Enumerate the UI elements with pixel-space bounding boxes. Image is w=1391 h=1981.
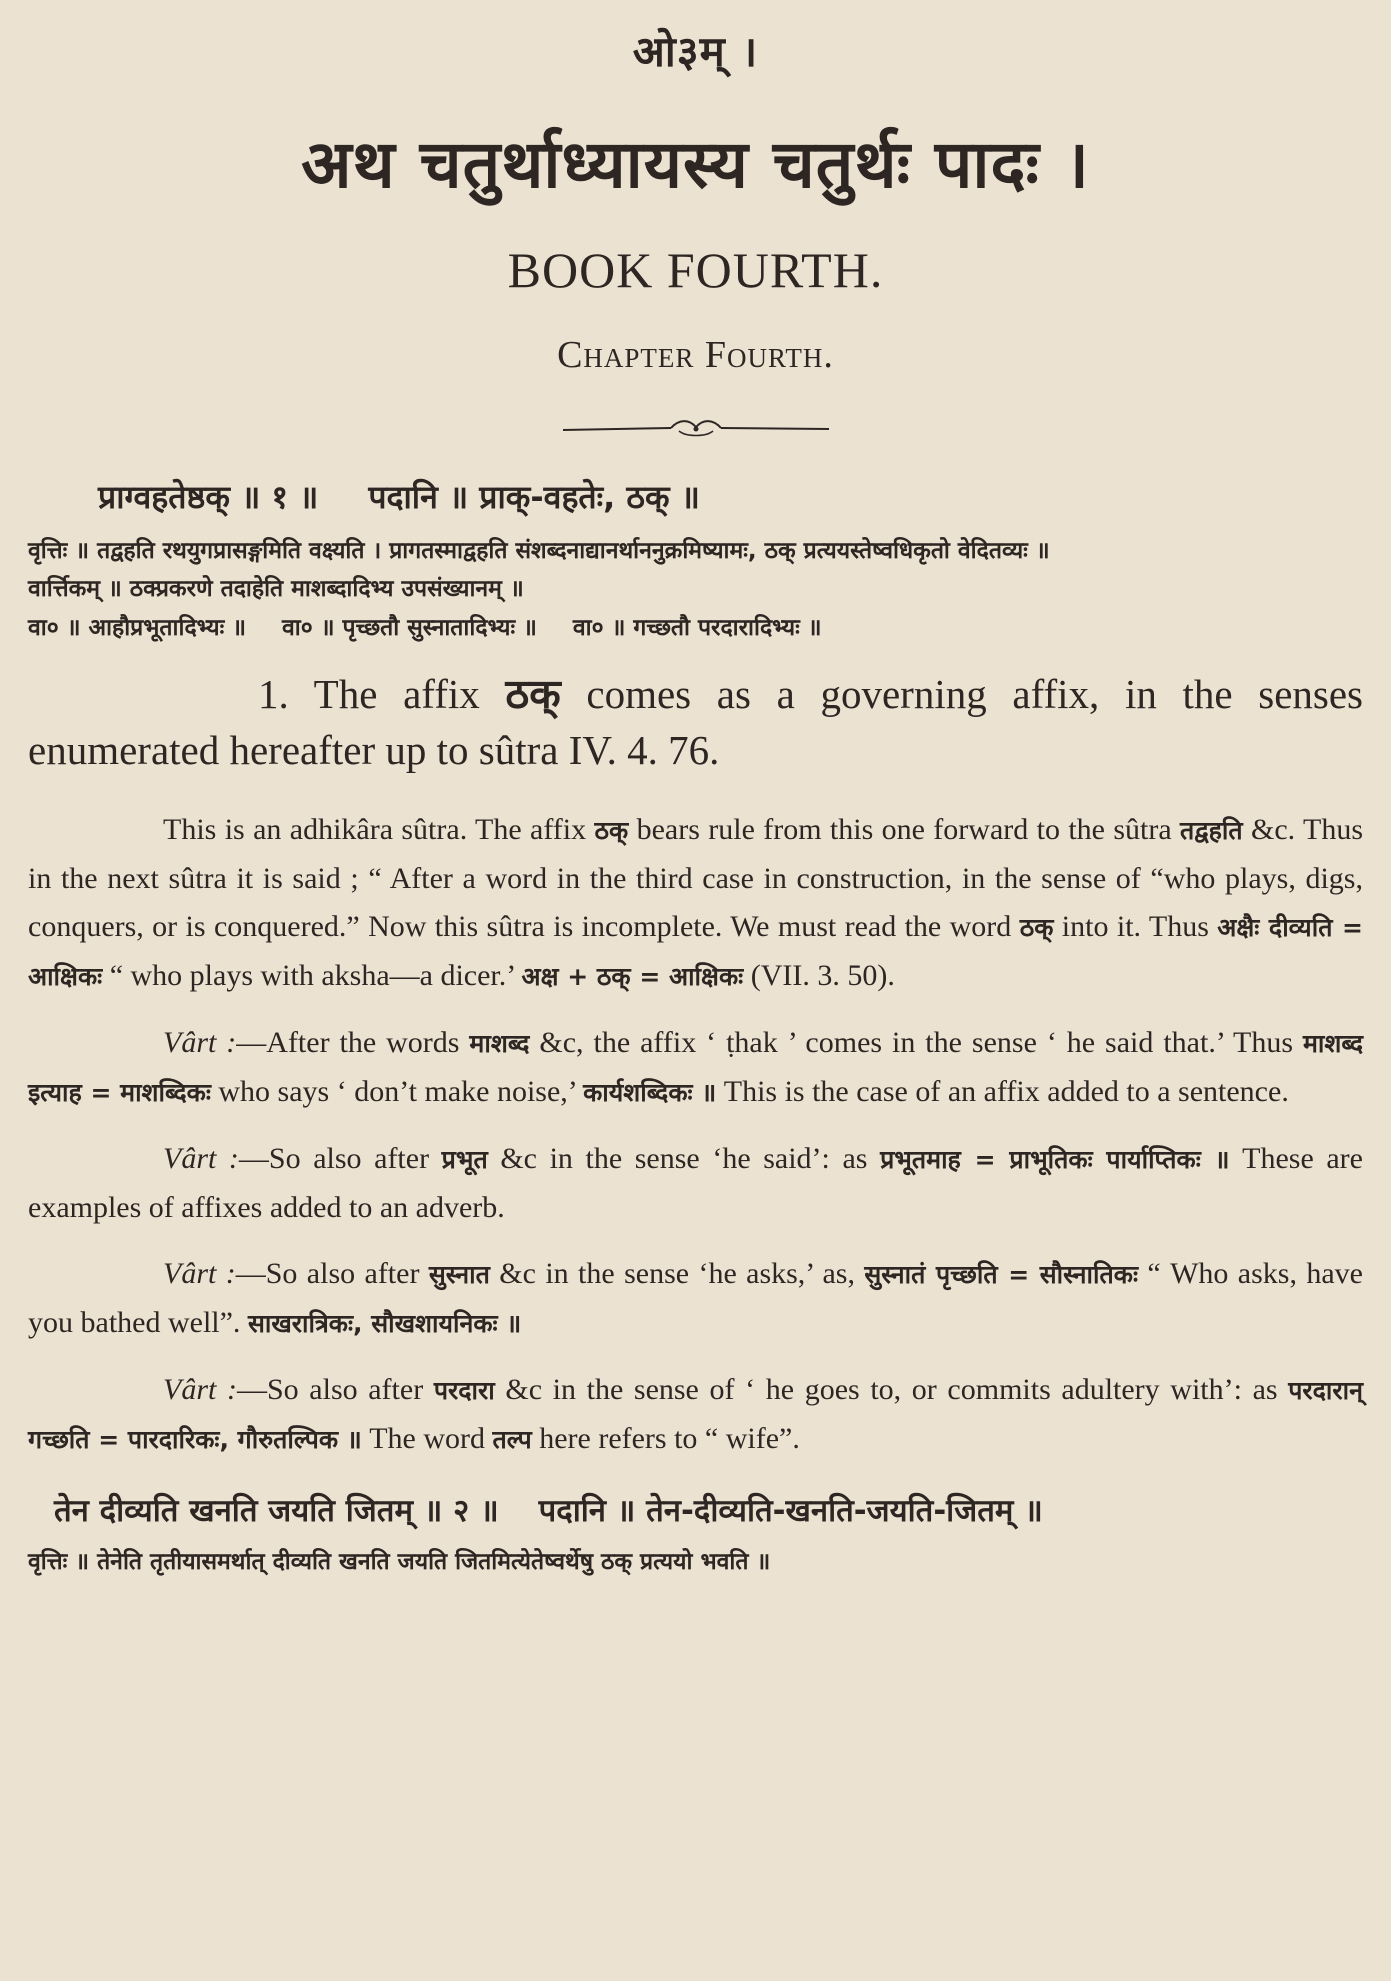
varttika-paragraph-1 bbox=[28, 1019, 1363, 1117]
vart-text: &c, the affix ‘ ṭhak ’ comes in the sense ‘ he said that.’ Thus bbox=[529, 1026, 1303, 1059]
varttika-a: वा० ॥ आहौप्रभूतादिभ्यः ॥ bbox=[28, 615, 247, 641]
commentary-text: (VII. 3. 50). bbox=[743, 959, 895, 992]
vart-sanskrit: सुस्नात bbox=[428, 1260, 490, 1289]
vart-text: These are examples of affixes added to an adverb. bbox=[28, 1142, 1363, 1224]
vart-text: —So also after bbox=[238, 1142, 442, 1175]
commentary-sanskrit: ठक् bbox=[594, 816, 629, 845]
vart-label: Vârt : bbox=[163, 1142, 239, 1175]
vritti-label: वृत्तिः ॥ bbox=[28, 538, 90, 564]
chapter-heading-sanskrit: अथ चतुर्थाध्यायस्य चतुर्थः पादः । bbox=[301, 126, 1090, 203]
commentary-sanskrit: अक्षैः दीव्यति = आक्षिकः bbox=[28, 913, 1363, 991]
vart-sanskrit: माशब्द इत्याह = माशब्दिकः bbox=[28, 1029, 1363, 1107]
vart-sanskrit: प्रभूतमाह = प्राभूतिकः पार्याप्तिकः ॥ bbox=[880, 1145, 1230, 1174]
ornament-divider-icon bbox=[561, 417, 831, 439]
commentary-sanskrit: तद्वहति bbox=[1180, 816, 1243, 845]
vart-text: —After the words bbox=[236, 1026, 470, 1059]
commentary-sanskrit: ठक् bbox=[1019, 913, 1054, 942]
varttika-paragraph-2 bbox=[28, 1135, 1363, 1232]
commentary-sanskrit: अक्ष + ठक् = आक्षिकः bbox=[521, 962, 744, 991]
varttika-c: वा० ॥ गच्छतौ परदारादिभ्यः ॥ bbox=[572, 615, 822, 641]
vart-label: Vârt : bbox=[163, 1026, 237, 1059]
vart-sanskrit: कार्यशब्दिकः ॥ bbox=[583, 1078, 717, 1107]
vart-text: &c in the sense ‘he said’: as bbox=[487, 1142, 881, 1175]
vart-text: The word bbox=[361, 1422, 493, 1455]
vart-text: here refers to “ wife”. bbox=[531, 1422, 800, 1455]
vart-sanskrit: परदारान् गच्छति = पारदारिकः, गौरुतल्पिक ॥ bbox=[28, 1376, 1363, 1454]
translation-text: 1. The affix bbox=[258, 671, 506, 717]
vart-text: —So also after bbox=[236, 1373, 434, 1406]
sutra-1-varttika-list bbox=[28, 608, 1363, 648]
commentary-text: “ who plays with aksha—a dicer.’ bbox=[102, 959, 522, 992]
sutra-2-vritti: वृत्तिः ॥ तेनेति तृतीयासमर्थात् दीव्यति खनति जयति जितमित्येतेष्वर्थेषु ठक् प्रत्ययो भवति ॥ bbox=[28, 1549, 771, 1575]
sutra-1-varttika: वार्त्तिकम् ॥ ठक्प्रकरणे तदाहेति माशब्दादिभ्य उपसंख्यानम् ॥ bbox=[28, 576, 524, 602]
vart-sanskrit: तल्प bbox=[492, 1425, 532, 1454]
commentary-text: This is an adhikâra sûtra. The affix bbox=[163, 813, 595, 846]
sutra-1-line bbox=[28, 475, 1363, 518]
varttika-paragraph-4 bbox=[28, 1366, 1363, 1464]
varttika-paragraph-3 bbox=[28, 1250, 1363, 1348]
vart-sanskrit: माशब्द bbox=[469, 1029, 530, 1058]
vart-text: who says ‘ don’t make noise,’ bbox=[210, 1075, 584, 1108]
vart-text: &c in the sense of ‘ he goes to, or commits adultery with’: as bbox=[494, 1373, 1289, 1406]
vart-sanskrit: परदारा bbox=[433, 1376, 495, 1405]
chapter-title: Chapter Fourth. bbox=[557, 334, 834, 376]
vart-text: This is the case of an affix added to a sentence. bbox=[716, 1075, 1289, 1108]
vart-text: —So also after bbox=[235, 1257, 429, 1290]
om-invocation: ओ३म् । bbox=[632, 27, 759, 76]
book-title: BOOK FOURTH. bbox=[507, 242, 884, 298]
vart-sanskrit: साखरात्रिकः, सौखशायनिकः ॥ bbox=[247, 1309, 522, 1338]
vart-label: Vârt : bbox=[163, 1257, 236, 1290]
sutra-2-padani: पदानि ॥ तेन-दीव्यति-खनति-जयति-जितम् ॥ bbox=[538, 1493, 1043, 1529]
sutra-1-text: प्राग्वहतेष्ठक् ॥ १ ॥ bbox=[98, 478, 319, 516]
vritti-text: तद्वहति रथयुगप्रासङ्गमिति वक्ष्यति । प्रागतस्माद्वहति संशब्दनाद्यानर्थाननुक्रमिष्यामः, ठक् प्रत्ययस्तेष्वधिकृतो वेदितव्यः ॥ bbox=[97, 538, 1050, 564]
translation-sanskrit: ठक् bbox=[505, 670, 561, 718]
sutra-1-translation bbox=[28, 666, 1363, 778]
varttika-b: वा० ॥ पृच्छतौ सुस्नातादिभ्यः ॥ bbox=[282, 615, 537, 641]
sutra-2-line bbox=[28, 1486, 1363, 1536]
commentary-text: into it. Thus bbox=[1053, 910, 1218, 943]
vart-sanskrit: प्रभूत bbox=[441, 1145, 488, 1174]
vart-text: “ Who asks, have you bathed well”. bbox=[28, 1257, 1363, 1339]
vart-sanskrit: सुस्नातं पृच्छति = सौस्नातिकः bbox=[864, 1260, 1139, 1289]
sutra-1-padani: पदानि ॥ प्राक्-वहतेः, ठक् ॥ bbox=[368, 478, 700, 516]
commentary-paragraph bbox=[28, 806, 1363, 1001]
sutra-1-vritti bbox=[28, 532, 1363, 570]
sutra-2-text: तेन दीव्यति खनति जयति जितम् ॥ २ ॥ bbox=[54, 1493, 499, 1529]
translation-text: comes as a governing affix, in the senses enumerated hereafter up to sûtra IV. 4. 76. bbox=[28, 671, 1364, 773]
vart-text: &c in the sense ‘he asks,’ as, bbox=[489, 1257, 865, 1290]
commentary-text: &c. Thus in the next sûtra it is said ; “ After a word in the third case in construction, in the sense of “who plays, digs, conquers, or is conquered.” Now this sûtra is incomplete. We must read the word bbox=[28, 813, 1364, 943]
commentary-text: bears rule from this one forward to the sûtra bbox=[628, 813, 1181, 846]
vart-label: Vârt : bbox=[163, 1373, 237, 1406]
